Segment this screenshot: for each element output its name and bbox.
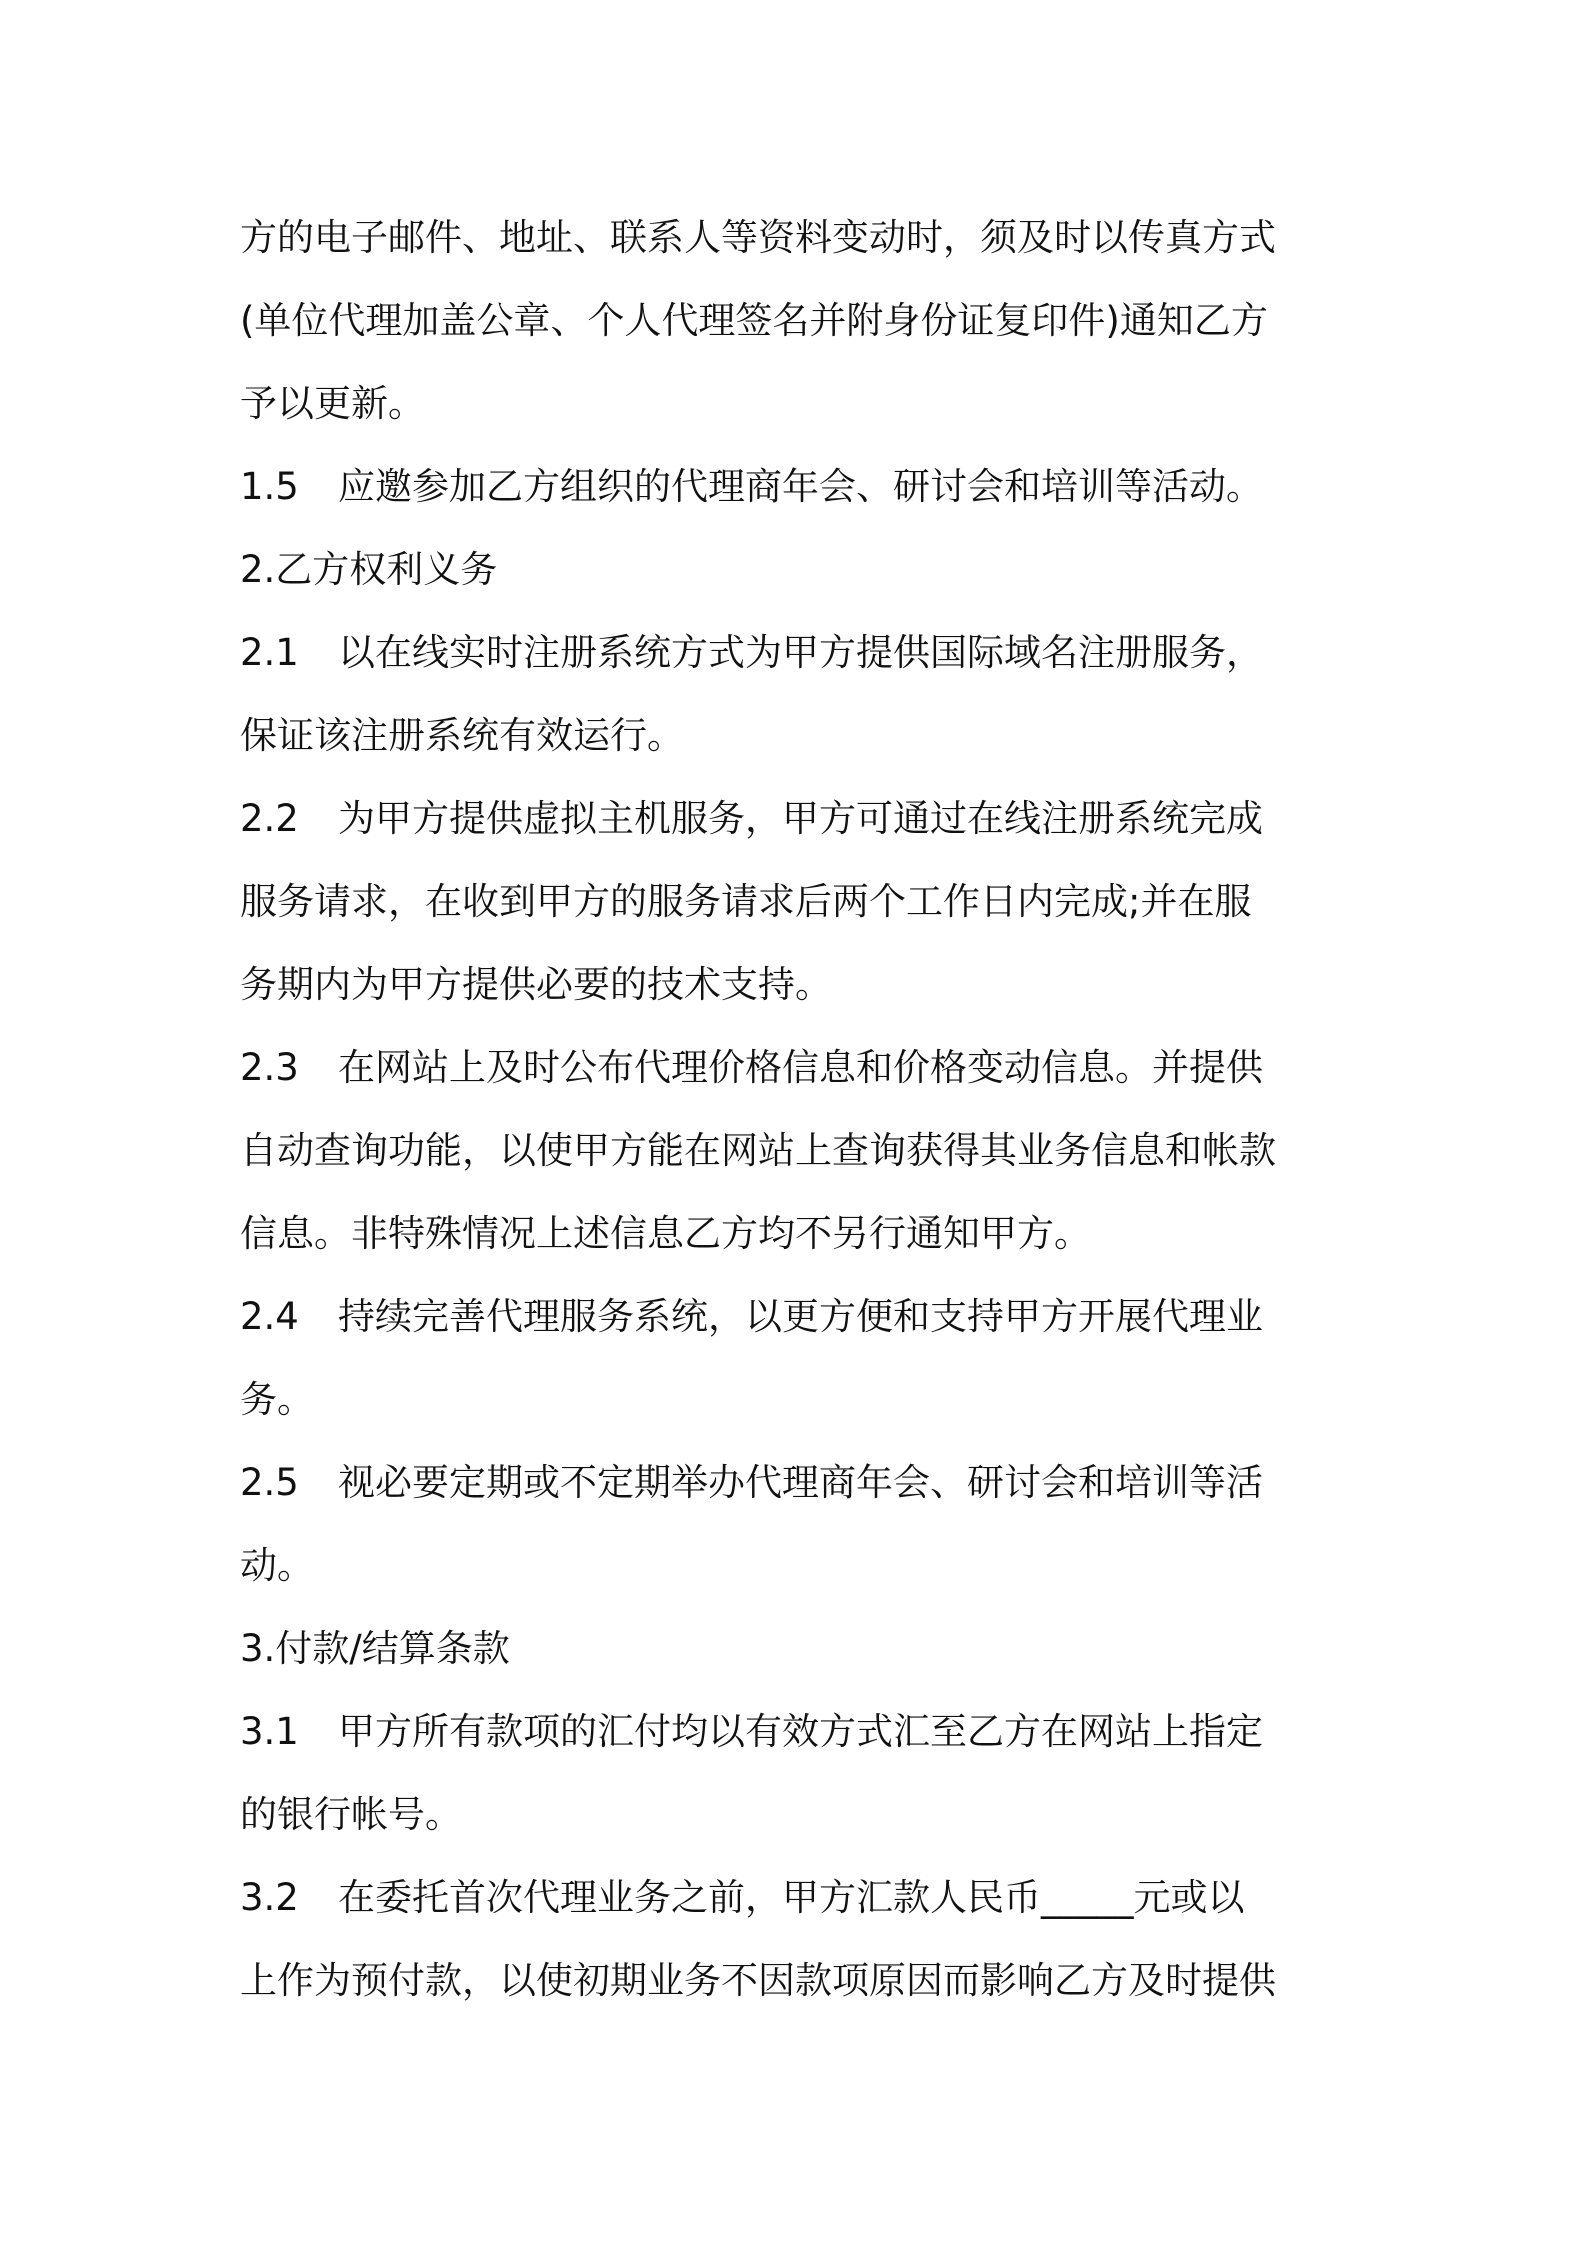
clause-2-1	[240, 611, 1360, 694]
paragraph-line: 甲方所有款项的汇付均以有效方式汇至乙方在网站上指定	[338, 1710, 1263, 1753]
paragraph-line: 方的电子邮件、地址、联系人等资料变动时，须及时以传真方式	[240, 216, 1276, 259]
paragraph-line: 的银行帐号。	[240, 1793, 462, 1836]
section-heading: 2.乙方权利义务	[240, 548, 498, 591]
clause-2-2	[240, 777, 1360, 860]
clause-2-4	[240, 1275, 1360, 1358]
paragraph-line: 在网站上及时公布代理价格信息和价格变动信息。并提供	[338, 1046, 1263, 1089]
clause-number: 2.3	[240, 1046, 299, 1089]
paragraph-line: 保证该注册系统有效运行。	[240, 714, 684, 757]
paragraph-line: 在委托首次代理业务之前，甲方汇款人民币_____元或以	[338, 1876, 1245, 1919]
section-heading: 3.付款/结算条款	[240, 1627, 510, 1670]
clause-number: 3.1	[240, 1710, 299, 1753]
clause-number: 2.4	[240, 1295, 299, 1338]
paragraph-line: 自动查询功能，以使甲方能在网站上查询获得其业务信息和帐款	[240, 1129, 1276, 1172]
paragraph-line: (单位代理加盖公章、个人代理签名并附身份证复印件)通知乙方	[240, 299, 1268, 342]
paragraph-line: 务期内为甲方提供必要的技术支持。	[240, 963, 832, 1006]
paragraph-line: 视必要定期或不定期举办代理商年会、研讨会和培训等活	[338, 1461, 1263, 1504]
paragraph-line: 为甲方提供虚拟主机服务，甲方可通过在线注册系统完成	[338, 797, 1263, 840]
clause-3-2	[240, 1856, 1360, 1939]
clause-2-3	[240, 1026, 1360, 1109]
document-body	[240, 196, 1360, 2022]
clause-1-5	[240, 445, 1360, 528]
clause-number: 2.1	[240, 631, 299, 674]
clause-2-5	[240, 1441, 1360, 1524]
paragraph-line: 务。	[240, 1378, 314, 1421]
paragraph-line: 予以更新。	[240, 382, 425, 425]
paragraph-line: 服务请求，在收到甲方的服务请求后两个工作日内完成;并在服	[240, 880, 1252, 923]
paragraph-line: 应邀参加乙方组织的代理商年会、研讨会和培训等活动。	[338, 465, 1263, 508]
clause-number: 2.2	[240, 797, 299, 840]
paragraph-line: 上作为预付款，以使初期业务不因款项原因而影响乙方及时提供	[240, 1959, 1276, 2002]
clause-number: 2.5	[240, 1461, 299, 1504]
paragraph-line: 持续完善代理服务系统，以更方便和支持甲方开展代理业	[338, 1295, 1263, 1338]
paragraph-line: 信息。非特殊情况上述信息乙方均不另行通知甲方。	[240, 1212, 1091, 1255]
clause-number: 1.5	[240, 465, 299, 508]
paragraph-line: 动。	[240, 1544, 314, 1587]
paragraph-line: 以在线实时注册系统方式为甲方提供国际域名注册服务，	[338, 631, 1263, 674]
clause-3-1	[240, 1690, 1360, 1773]
clause-number: 3.2	[240, 1876, 299, 1919]
